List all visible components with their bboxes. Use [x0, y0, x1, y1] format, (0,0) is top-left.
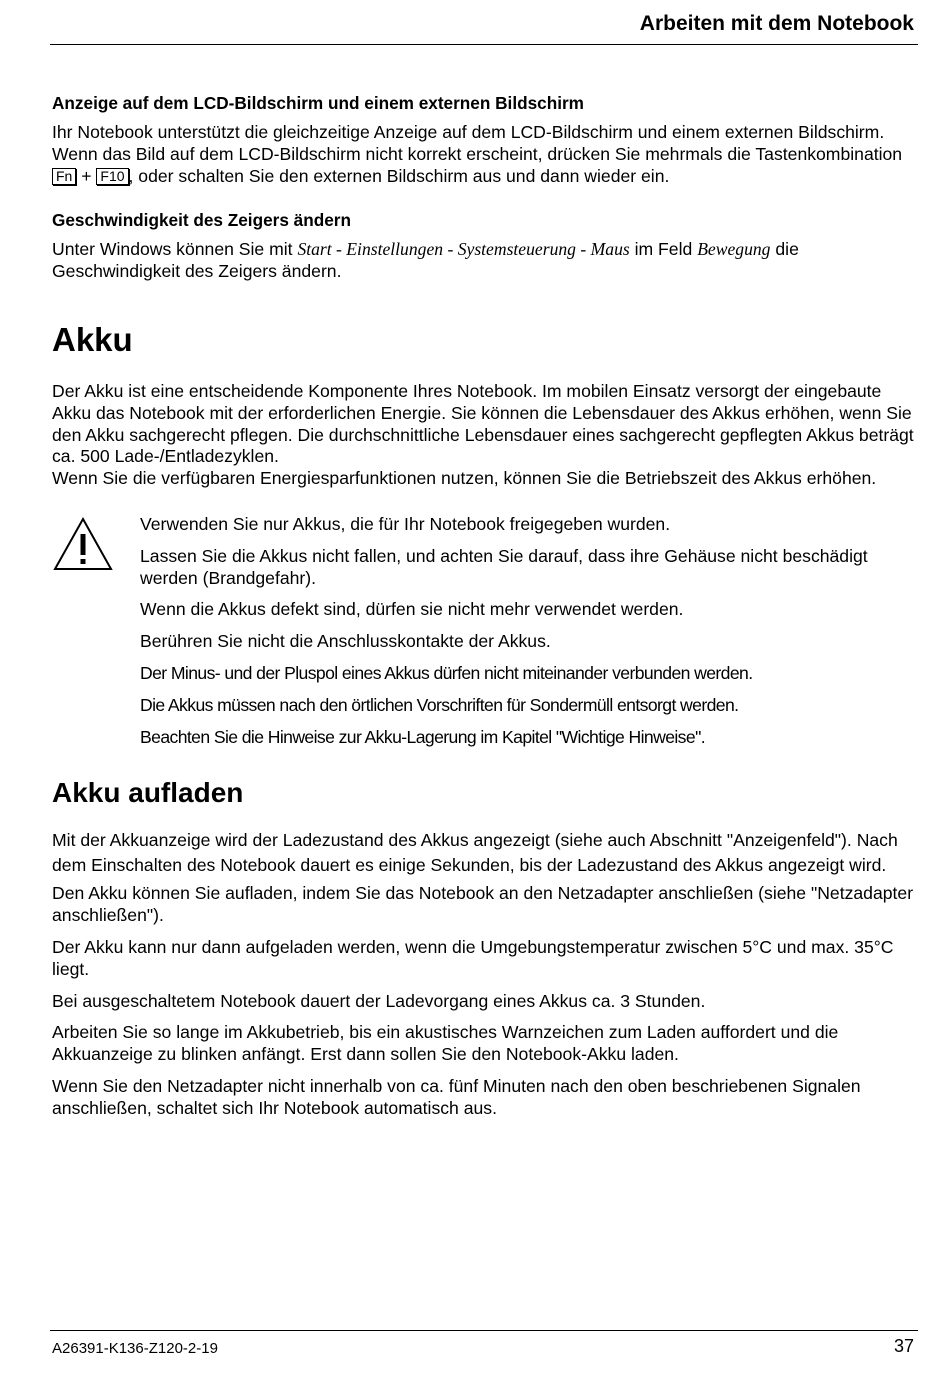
warning-triangle-icon: [52, 516, 114, 572]
display-text-before: Ihr Notebook unterstützt die gleichzeitige Anzeige auf dem LCD-Bildschirm und einem externen Bildschirm. Wenn das Bild auf dem LCD-Bildschirm nicht korrekt erscheint, drücken Sie mehrmals die Tastenkombination: [52, 122, 903, 164]
page-number: 37: [893, 1336, 914, 1356]
charge-paragraph: Den Akku können Sie aufladen, indem Sie das Notebook an den Netzadapter anschließen (siehe "Netzadapter anschließen").: [52, 883, 914, 926]
akku-paragraph-2: Wenn Sie die verfügbaren Energiesparfunktionen nutzen, können Sie die Betriebszeit des Akkus erhöhen.: [52, 468, 877, 489]
warning-item: Wenn die Akkus defekt sind, dürfen sie nicht mehr verwendet werden.: [140, 599, 684, 620]
charge-paragraph: Arbeiten Sie so lange im Akkubetrieb, bis ein akustisches Warnzeichen zum Laden auffordert und die Akkuanzeige zu blinken anfängt. Erst dann sollen Sie den Notebook-Akku laden.: [52, 1022, 839, 1065]
warning-item: Beachten Sie die Hinweise zur Akku-Lagerung im Kapitel "Wichtige Hinweise".: [140, 726, 706, 747]
footer-rule: [50, 1330, 918, 1331]
page-content: [52, 92, 914, 1130]
pointer-text-a: Unter Windows können Sie mit: [52, 239, 298, 260]
display-paragraph: [52, 122, 914, 187]
key-plus: +: [76, 165, 97, 186]
warning-item: Der Minus- und der Pluspol eines Akkus dürfen nicht miteinander verbunden werden.: [140, 662, 753, 683]
warning-block: [52, 514, 914, 748]
field-name-bewegung: Bewegung: [697, 239, 771, 260]
running-header-title: Arbeiten mit dem Notebook: [639, 12, 914, 35]
charge-paragraph: Der Akku kann nur dann aufgeladen werden, wenn die Umgebungstemperatur zwischen 5°C und max. 35°C liegt.: [52, 936, 894, 979]
pointer-paragraph: [52, 239, 914, 283]
warning-item: Berühren Sie nicht die Anschlusskontakte der Akkus.: [140, 631, 551, 652]
charge-paragraph: Bei ausgeschaltetem Notebook dauert der Ladevorgang eines Akkus ca. 3 Stunden.: [52, 990, 706, 1011]
display-text-after: , oder schalten Sie den externen Bildschirm aus und dann wieder ein.: [128, 165, 670, 186]
header-rule: [50, 44, 918, 45]
charge-paragraph: Mit der Akkuanzeige wird der Ladezustand des Akkus angezeigt (siehe auch Abschnitt "Anzeigenfeld"). Nach dem Einschalten des Notebook dauert es einige Sekunden, bis der Ladezustand des Akkus angezeigt wird.: [52, 830, 898, 875]
pointer-text-b: im Feld: [629, 239, 698, 260]
charge-paragraph: Wenn Sie den Netzadapter nicht innerhalb von ca. fünf Minuten nach den oben beschriebenen Signalen anschließen, schaltet sich Ihr Notebook automatisch aus.: [52, 1075, 861, 1118]
section-heading-display: Anzeige auf dem LCD-Bildschirm und einem externen Bildschirm: [52, 93, 584, 113]
warning-item: Lassen Sie die Akkus nicht fallen, und achten Sie darauf, dass ihre Gehäuse nicht beschädigt werden (Brandgefahr).: [140, 545, 868, 588]
section-heading-pointer: Geschwindigkeit des Zeigers ändern: [52, 210, 351, 231]
section-heading-akku-aufladen: Akku aufladen: [52, 777, 244, 809]
akku-paragraph-1: Der Akku ist eine entscheidende Komponente Ihres Notebook. Im mobilen Einsatz versorgt der eingebaute Akku das Notebook mit der erforderlichen Energie. Sie können die Lebensdauer des Akkus erhöhen, wenn Sie den Akku sachgerecht pflegen. Die durchschnittliche Lebensdauer eines sachgerecht gepflegten Akkus beträgt ca. 500 Lade-/Entladezyklen.: [52, 380, 914, 467]
control-panel-path: Start - Einstellungen - Systemsteuerung - Maus: [297, 239, 630, 260]
document-code: A26391-K136-Z120-2-19: [52, 1340, 218, 1357]
key-fn: Fn: [52, 168, 76, 185]
key-f10: F10: [96, 168, 128, 185]
warning-item: Verwenden Sie nur Akkus, die für Ihr Notebook freigegeben wurden.: [140, 513, 671, 534]
chapter-heading-akku: Akku: [52, 320, 133, 358]
pointer-text-c: die Geschwindigkeit des Zeigers ändern.: [52, 239, 799, 282]
warning-item: Die Akkus müssen nach den örtlichen Vorschriften für Sondermüll entsorgt werden.: [140, 694, 739, 715]
